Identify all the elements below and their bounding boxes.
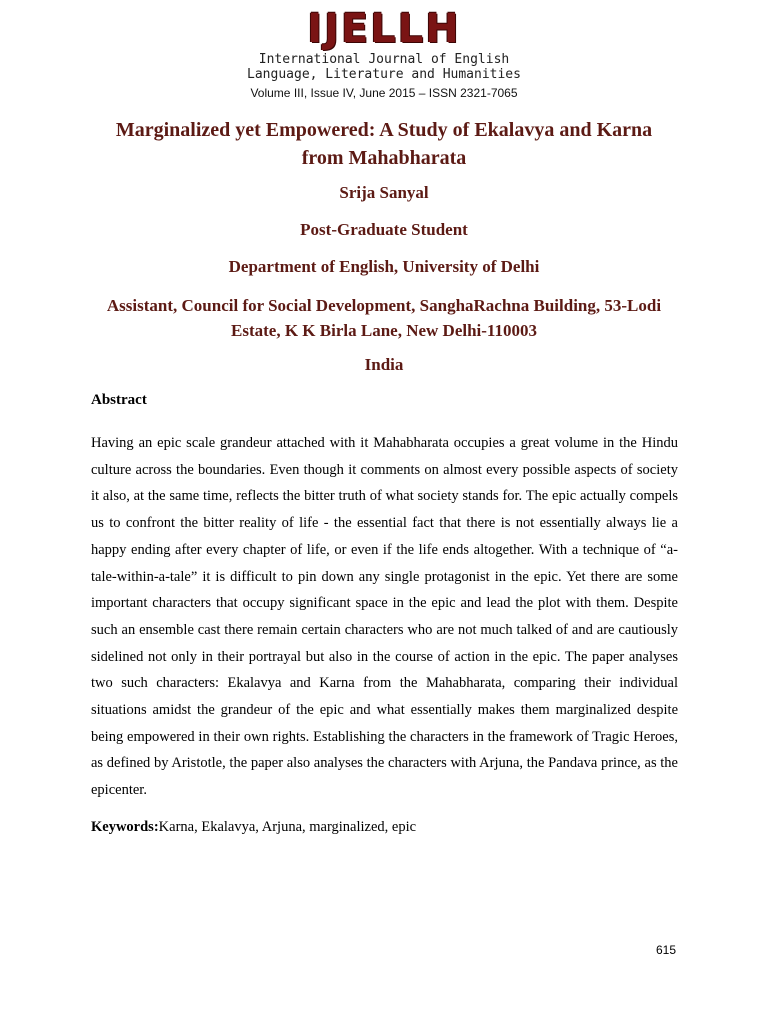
paper-title <box>80 116 688 172</box>
author-country: India <box>364 355 404 374</box>
volume-info: Volume III, Issue IV, June 2015 – ISSN 2321-7065 <box>250 86 518 100</box>
journal-logo: IJELLH <box>307 6 461 52</box>
abstract-body: Having an epic scale grandeur attached with it Mahabharata occupies a great volume in the Hindu culture across the boundaries. Even though it comments on almost every possible aspects of society it also, at the same time, reflects the bitter truth of what society stands for. The epic actually compels us to confront the bitter reality of life - the essential fact that there is not essentially always lie a happy ending after every chapter of life, or even if the life ends altogether. With a technique of “a-tale-within-a-tale” it is difficult to pin down any single protagonist in the epic. Yet there are some important characters that occupy significant space in the epic and lead the plot with them. Despite such an ensemble cast there remain certain characters who are not much talked of and are cautiously sidelined not only in their portrayal but also in the course of action in the epic. The paper analyses two such characters: Ekalavya and Karna from the Mahabharata, comparing their individual situations amidst the grandeur of the epic and what essentially makes them marginalized despite being empowered in their own rights. Establishing the characters in the framework of Tragic Heroes, as defined by Aristotle, the paper also analyses the characters with Arjuna, the Pandava prince, as the epicenter. <box>91 435 678 799</box>
keywords-value: Karna, Ekalavya, Arjuna, marginalized, epic <box>158 819 417 835</box>
author-department: Department of English, University of Delhi <box>228 257 540 276</box>
address-line-1: Assistant, Council for Social Development, SanghaRachna Building, 53-Lodi <box>106 296 662 315</box>
keywords-label: Keywords: <box>91 819 159 835</box>
author-name: Srija Sanyal <box>339 183 429 202</box>
author-address <box>70 293 698 343</box>
keywords <box>91 819 416 836</box>
journal-header <box>0 6 768 100</box>
journal-name-line-2: Language, Literature and Humanities <box>247 67 521 82</box>
author-role: Post-Graduate Student <box>300 220 468 239</box>
address-line-2: Estate, K K Birla Lane, New Delhi-110003 <box>231 321 537 340</box>
paper-title-line-2: from Mahabharata <box>301 147 467 169</box>
page-number: 615 <box>656 943 677 957</box>
abstract-heading: Abstract <box>91 392 147 408</box>
journal-name-line-1: International Journal of English <box>258 52 510 67</box>
paper-title-line-1: Marginalized yet Empowered: A Study of Ekalavya and Karna <box>115 119 653 141</box>
